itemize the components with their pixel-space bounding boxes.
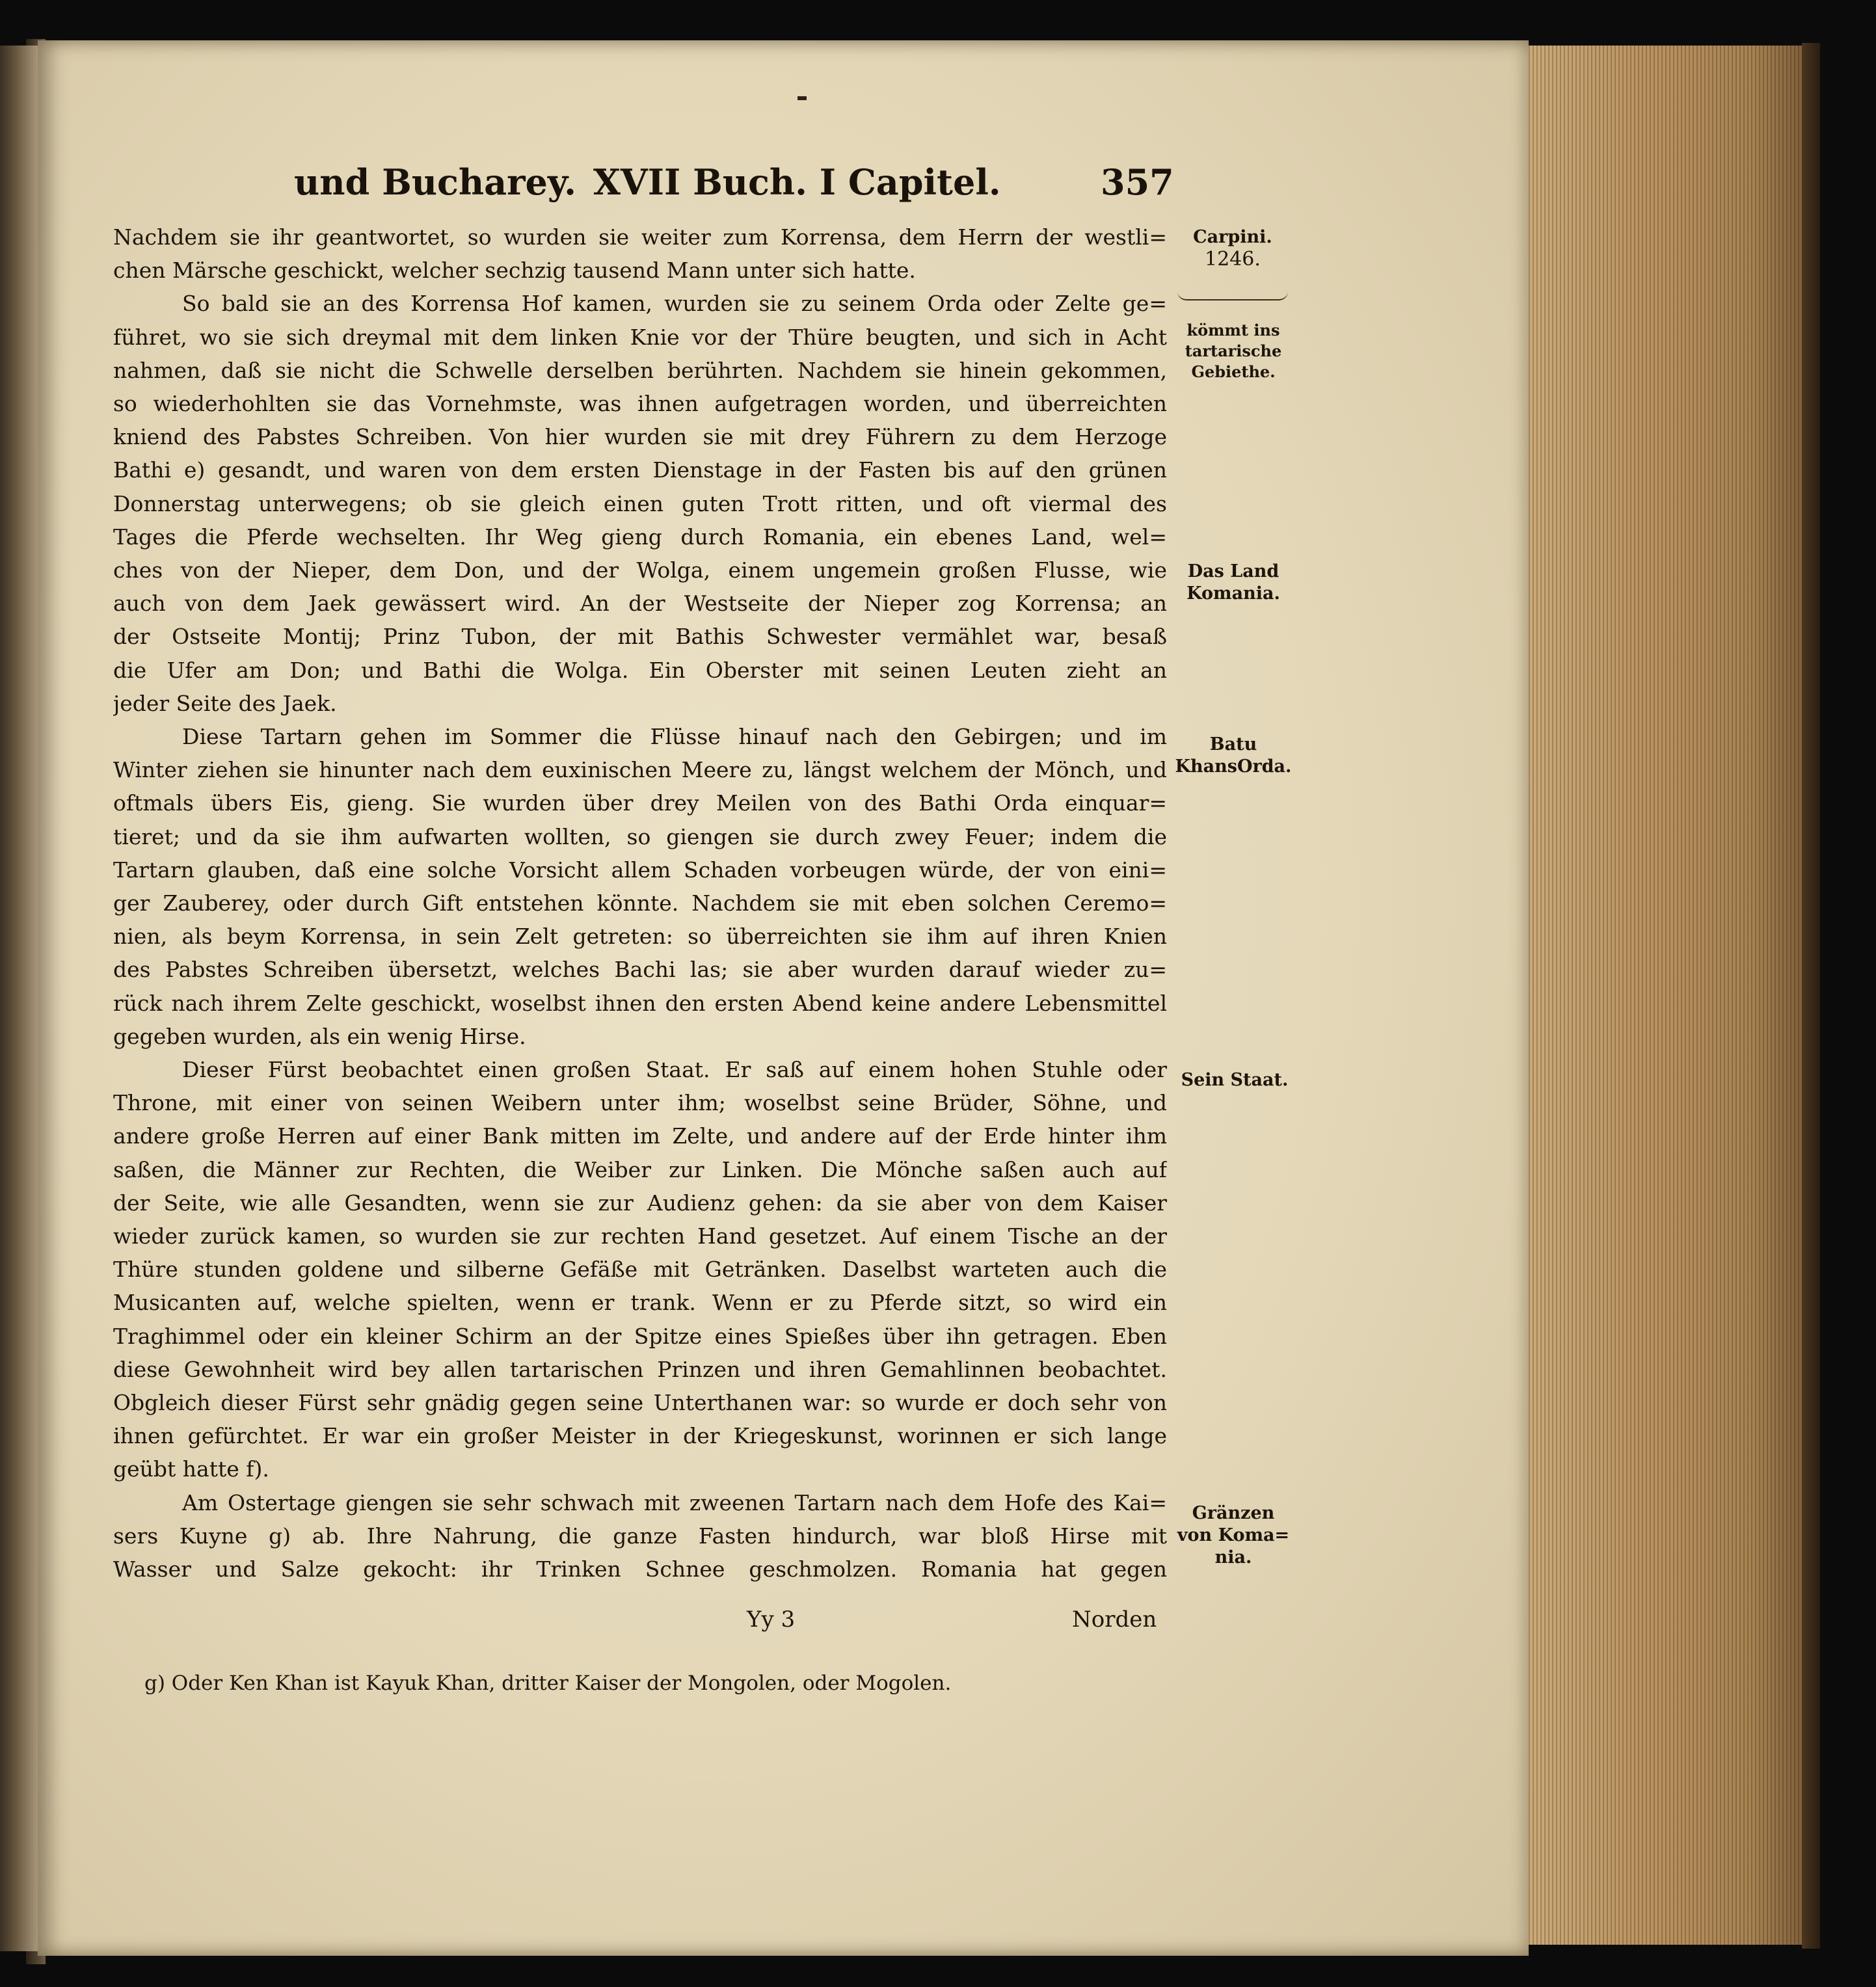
text-line: sers Kuyne g) ab. Ihre Nahrung, die ganze Fasten hindurch, war bloß Hirse mit [113,1523,1167,1549]
text-line: Diese Tartarn gehen im Sommer die Flüsse hinauf nach den Gebirgen; und im [182,724,1167,749]
margin-note-line: Das Land [1187,561,1280,581]
text-line: ger Zauberey, oder durch Gift entstehen könnte. Nachdem sie mit eben solchen Ceremo= [113,890,1167,916]
margin-note-line: 1246. [1205,248,1261,271]
catchword: Norden [1072,1607,1157,1633]
margin-note-line: tartarische [1185,341,1282,360]
text-line: so wiederhohlten sie das Vornehmste, was ihnen aufgetragen worden, und überreichten [113,391,1167,416]
text-line: Tages die Pferde wechselten. Ihr Weg gieng durch Romania, ein ebenes Land, wel= [113,524,1167,550]
margin-note-land-romania [1170,561,1297,605]
text-line: tieret; und da sie ihm aufwarten wollten, so giengen sie durch zwey Feuer; indem die [113,823,1167,849]
text-line: diese Gewohnheit wird bey allen tartarischen Prinzen und ihren Gemahlinnen beobachtet. [113,1356,1167,1382]
text-line: rück nach ihrem Zelte geschickt, woselbst ihnen den ersten Abend keine andere Lebensmittel [113,990,1167,1016]
margin-note-line: kömmt ins [1186,321,1280,340]
text-line: ihnen gefürchtet. Er war ein großer Meister in der Kriegeskunst, worinnen er sich lange [113,1423,1167,1449]
margin-note-line: Gebiethe. [1191,362,1276,381]
margin-note-line: Sein Staat. [1181,1070,1289,1090]
running-header [294,161,1174,211]
margin-note-tartar-territory [1170,320,1297,382]
text-line: Donnerstag unterwegens; ob sie gleich einen guten Trott ritten, und oft viermal des [113,490,1167,516]
text-line: wieder zurück kamen, so wurden sie zur rechten Hand gesetzet. Auf einem Tische an der [113,1223,1167,1249]
text-line: Tartarn glauben, daß eine solche Vorsicht allem Schaden vorbeugen würde, der von eini= [113,857,1167,883]
margin-note-line: Carpini. [1193,227,1272,247]
text-line: chen Märsche geschickt, welcher sechzig tausend Mann unter sich hatte. [113,258,916,284]
text-line: Wasser und Salze gekocht: ihr Trinken Schnee geschmolzen. Romania hat gegen [113,1556,1167,1582]
margin-note-carpini [1177,226,1288,271]
margin-note-line: nia. [1214,1547,1252,1567]
text-line: der Ostseite Montij; Prinz Tubon, der mit Bathis Schwester vermählet war, besaß [113,624,1167,650]
printer-mark [797,96,807,100]
text-line: kniend des Pabstes Schreiben. Von hier wurden sie mit drey Führern zu dem Herzoge [113,424,1167,450]
text-line: saßen, die Männer zur Rechten, die Weiber zur Linken. Die Mönche saßen auch auf [113,1156,1167,1182]
margin-note-line: Gränzen [1192,1503,1275,1523]
page-number: 357 [1101,161,1174,203]
margin-bracket-rule [1177,291,1288,300]
text-line: Nachdem sie ihr geantwortet, so wurden sie weiter zum Korrensa, dem Herrn der westli= [113,224,1167,250]
footnote: g) Oder Ken Khan ist Kayuk Khan, dritter Kaiser der Mongolen, oder Mogolen. [144,1672,952,1695]
margin-note-line: Batu [1209,734,1257,754]
text-line: führet, wo sie sich dreymal mit dem linken Knie vor der Thüre beugten, und sich in Acht [113,324,1167,350]
text-line: des Pabstes Schreiben übersetzt, welches Bachi las; sie aber wurden darauf wieder zu= [113,957,1167,983]
text-line: So bald sie an des Korrensa Hof kamen, wurden sie zu seinem Orda oder Zelte ge= [182,291,1167,317]
margin-note-borders-romania [1170,1502,1297,1569]
text-line: andere große Herren auf einer Bank mitten im Zelte, und andere auf der Erde hinter ihm [113,1123,1167,1149]
text-line: Musicanten auf, welche spielten, wenn er trank. Wenn er zu Pferde sitzt, so wird ein [113,1290,1167,1316]
text-line: Throne, mit einer von seinen Weibern unter ihm; woselbst seine Brüder, Söhne, und [113,1090,1167,1116]
text-line: auch von dem Jaek gewässert wird. An der Westseite der Nieper zog Korrensa; an [113,591,1167,617]
text-line: ches von der Nieper, dem Don, und der Wolga, einem ungemein großen Flusse, wie [113,557,1167,583]
text-line: oftmals übers Eis, gieng. Sie wurden über drey Meilen von des Bathi Orda einquar= [113,790,1167,816]
signature-mark: Yy 3 [747,1607,796,1633]
header-book-chapter: XVII Buch. I Capitel. [593,161,1001,203]
text-line: gegeben wurden, als ein wenig Hirse. [113,1023,526,1049]
text-line: nahmen, daß sie nicht die Schwelle derselben berührten. Nachdem sie hinein gekommen, [113,357,1167,383]
text-line: Bathi e) gesandt, und waren von dem ersten Dienstage in der Fasten bis auf den grünen [113,457,1167,483]
book-cover-edge [1802,43,1820,1949]
text-line: geübt hatte f). [113,1456,269,1482]
text-line: der Seite, wie alle Gesandten, wenn sie zur Audienz gehen: da sie aber von dem Kaiser [113,1190,1167,1216]
margin-note-line: KhansOrda. [1175,756,1292,777]
text-line: Winter ziehen sie hinunter nach dem euxinischen Meere zu, längst welchem der Mönch, und [113,757,1167,783]
text-line: jeder Seite des Jaek. [113,690,337,716]
text-line: nien, als beym Korrensa, in sein Zelt getreten: so überreichten sie ihm auf ihren Knien [113,924,1167,950]
text-line: die Ufer am Don; und Bathi die Wolga. Ein Oberster mit seinen Leuten zieht an [113,657,1167,683]
margin-note-line: Komania. [1186,583,1280,604]
margin-note-his-state [1170,1069,1300,1091]
page-block-edges [1529,46,1808,1945]
text-line: Dieser Fürst beobachtet einen großen Staat. Er saß auf einem hohen Stuhle oder [182,1057,1167,1082]
text-line: Am Ostertage giengen sie sehr schwach mit zweenen Tartarn nach dem Hofe des Kai= [182,1489,1167,1515]
text-line: Traghimmel oder ein kleiner Schirm an der Spitze eines Spießes über ihn getragen. Eben [113,1323,1167,1349]
previous-page-edge [0,46,38,1951]
text-line: Thüre stunden goldene und silberne Gefäße mit Getränken. Daselbst warteten auch die [113,1257,1167,1283]
margin-note-batu-khan [1170,734,1297,778]
margin-note-line: von Koma= [1177,1525,1290,1545]
header-left-title: und Bucharey. [294,161,576,203]
text-line: Obgleich dieser Fürst sehr gnädig gegen seine Unterthanen war: so wurde er doch sehr von [113,1390,1167,1415]
